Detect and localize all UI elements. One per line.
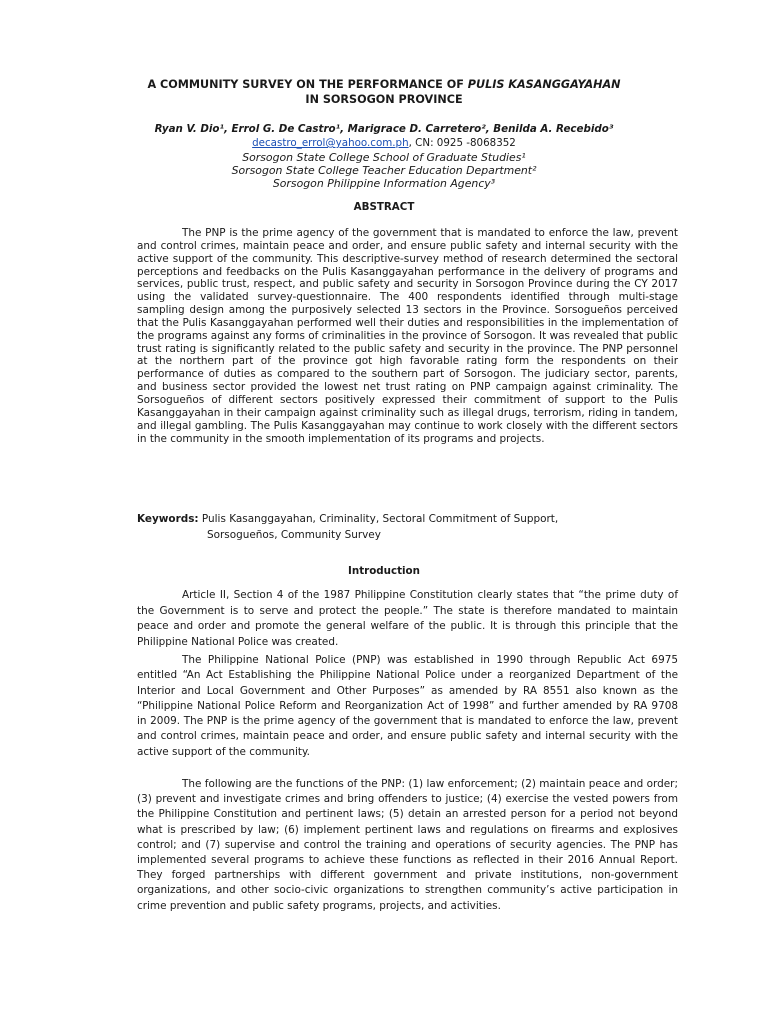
intro-paragraph-1-text: Article II, Section 4 of the 1987 Philippine Constitution clearly states that “the prime duty of the Government is to serve and protect the people.” The state is therefore mandated to maintain peace and order and promote the general welfare of the public. It is through this principle that the Philippine National Police was created. <box>137 589 678 648</box>
intro-paragraph-2 <box>137 653 678 760</box>
email-link[interactable]: decastro_errol@yahoo.com.ph <box>252 137 409 149</box>
intro-paragraph-1 <box>137 588 678 650</box>
title-line1-plain: A COMMUNITY SURVEY ON THE PERFORMANCE OF <box>147 78 468 91</box>
introduction-heading: Introduction <box>348 565 420 577</box>
author-list: Ryan V. Dio¹, Errol G. De Castro¹, Marigrace D. Carretero², Benilda A. Recebido³ <box>154 123 614 135</box>
affiliation-2: Sorsogon State College Teacher Education Department² <box>231 164 537 177</box>
abstract-heading: ABSTRACT <box>353 201 415 213</box>
abstract-body <box>137 227 678 445</box>
keywords-line2: Sorsogueños, Community Survey <box>207 529 381 541</box>
title-line2: IN SORSOGON PROVINCE <box>305 93 463 106</box>
title-line1-italic: PULIS KASANGGAYAHAN <box>467 78 621 91</box>
affiliation-3: Sorsogon Philippine Information Agency³ <box>272 177 496 190</box>
keywords-label: Keywords: <box>137 513 199 525</box>
intro-paragraph-3-text: The following are the functions of the PNP: (1) law enforcement; (2) maintain peace and order; (3) prevent and investigate crimes and bring offenders to justice; (4) exercise the vested powers from the Philippine Constitution and pertinent laws; (5) detain an arrested person for a period not beyond what is prescribed by law; (6) implement pertinent laws and regulations on firearms and explosives control; and (7) supervise and control the training and operations of security agencies. The PNP has implemented several programs to achieve these functions as reflected in their 2016 Annual Report. They forged partnerships with different government and private institutions, non-government organizations, and other socio-civic organizations to strengthen community’s active participation in crime prevention and public safety programs, projects, and activities. <box>137 778 678 912</box>
affiliation-1: Sorsogon State College School of Graduate Studies¹ <box>242 151 526 164</box>
keywords <box>137 511 697 543</box>
intro-paragraph-3 <box>137 777 678 914</box>
contact-line <box>0 137 768 149</box>
keywords-line1: Pulis Kasanggayahan, Criminality, Sectoral Commitment of Support, <box>198 513 559 525</box>
paper-title <box>0 77 768 107</box>
contact-number: , CN: 0925 -8068352 <box>408 137 516 149</box>
intro-paragraph-2-text: The Philippine National Police (PNP) was established in 1990 through Republic Act 6975 entitled “An Act Establishing the Philippine National Police under a reorganized Department of the Interior and Local Government and Other Purposes” as amended by RA 8551 also known as the “Philippine National Police Reform and Reorganization Act of 1998” and further amended by RA 9708 in 2009. The PNP is the prime agency of the government that is mandated to enforce the law, prevent and control crimes, maintain peace and order, and ensure public safety and internal security with the active support of the community. <box>137 654 678 758</box>
abstract-text: The PNP is the prime agency of the government that is mandated to enforce the law, prevent and control crimes, maintain peace and order, and ensure public safety and internal security with the active support of the community. This descriptive-survey method of research determined the sectoral perceptions and feedbacks on the Pulis Kasanggayahan performance in the delivery of programs and services, public trust, respect, and public safety and security in Sorsogon Province during the CY 2017 using the validated survey-questionnaire. The 400 respondents identified through multi-stage sampling design among the purposively selected 13 sectors in the Province. Sorsogueños perceived that the Pulis Kasanggayahan performed well their duties and responsibilities in the implementation of the programs against any forms of criminalities in the province of Sorsogon. It was revealed that public trust rating is significantly related to the public safety and security in the province. The PNP personnel at the northern part of the province got high favorable rating form the respondents on their performance of duties as compared to the southern part of Sorsogon. The judiciary sector, parents, and business sector provided the lowest net trust rating on PNP campaign against criminality. The Sorsogueños of different sectors positively expressed their commitment of support to the Pulis Kasanggayahan in their campaign against criminality such as illegal drugs, terrorism, riding in tandem, and illegal gambling. The Pulis Kasanggayahan may continue to work closely with the different sectors in the community in the smooth implementation of its programs and projects. <box>137 227 678 445</box>
